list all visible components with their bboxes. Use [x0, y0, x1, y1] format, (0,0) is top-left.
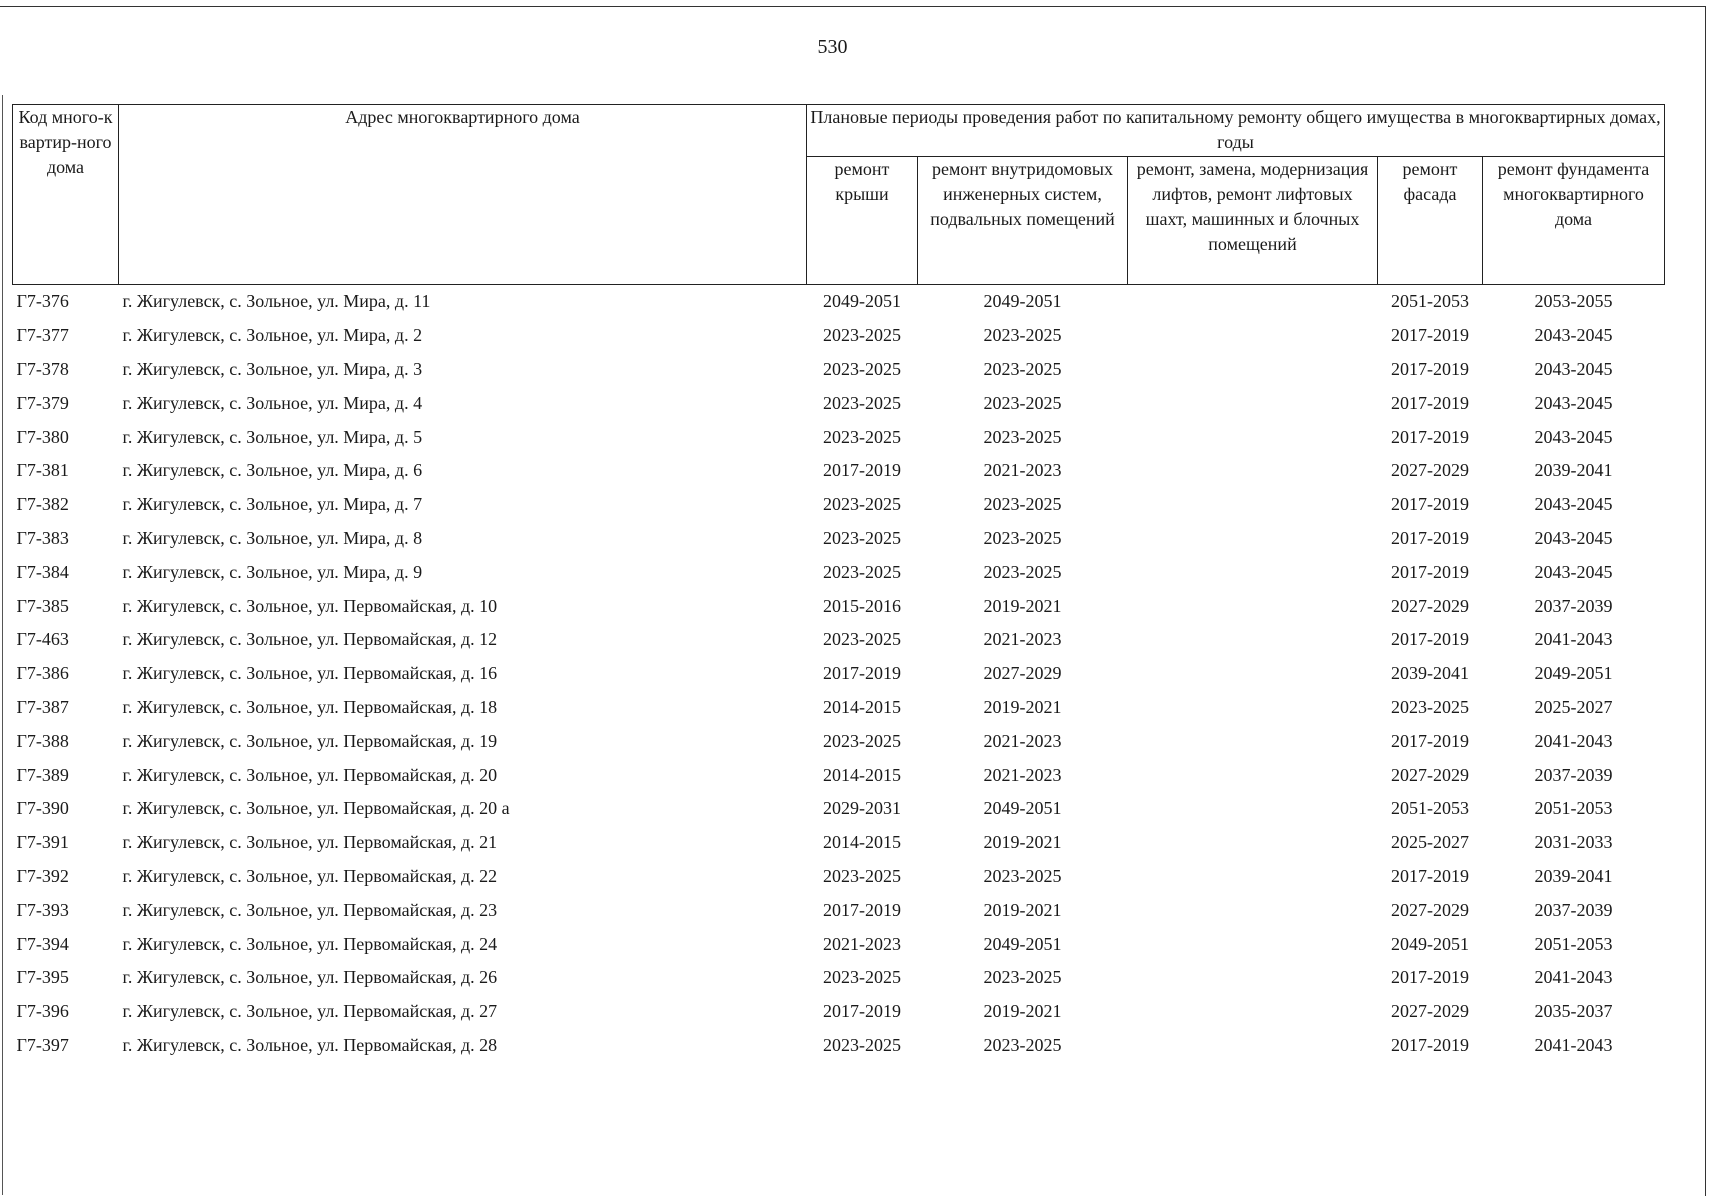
cell-elevators — [1128, 995, 1378, 1029]
cell-roof: 2014-2015 — [823, 764, 901, 785]
cell-elevators — [1128, 826, 1378, 860]
cell-elevators — [1128, 927, 1378, 961]
cell-facade: 2017-2019 — [1391, 358, 1469, 379]
cell-facade: 2017-2019 — [1391, 1034, 1469, 1055]
cell-code: Г7-392 — [16, 865, 69, 886]
cell-code: Г7-383 — [16, 527, 69, 548]
cell-foundation: 2037-2039 — [1534, 764, 1613, 785]
cell-foundation: 2041-2043 — [1534, 1034, 1613, 1055]
cell-facade: 2017-2019 — [1391, 629, 1469, 650]
header-code — [13, 105, 119, 285]
table-row — [13, 893, 1665, 927]
cell-roof: 2021-2023 — [823, 933, 901, 954]
cell-engineering: 2023-2025 — [983, 325, 1062, 346]
cell-code: Г7-390 — [16, 798, 69, 819]
cell-address: г. Жигулевск, с. Зольное, ул. Мира, д. 9 — [122, 561, 423, 582]
cell-code: Г7-384 — [16, 561, 69, 582]
cell-roof: 2017-2019 — [823, 663, 901, 684]
cell-code: Г7-393 — [16, 899, 69, 920]
cell-foundation: 2031-2033 — [1534, 832, 1613, 853]
cell-foundation: 2051-2053 — [1534, 798, 1613, 819]
cell-facade: 2027-2029 — [1391, 1001, 1469, 1022]
cell-engineering: 2021-2023 — [983, 730, 1062, 751]
cell-roof: 2023-2025 — [823, 426, 901, 447]
cell-elevators — [1128, 488, 1378, 522]
cell-code: Г7-382 — [16, 494, 69, 515]
header-row-group — [13, 105, 1665, 157]
cell-facade: 2027-2029 — [1391, 899, 1469, 920]
cell-facade: 2051-2053 — [1391, 291, 1469, 312]
cell-engineering: 2023-2025 — [983, 1034, 1062, 1055]
page-number: 530 — [817, 36, 848, 58]
cell-address: г. Жигулевск, с. Зольное, ул. Первомайская, д. 24 — [122, 933, 498, 954]
header-periods-group — [807, 105, 1665, 157]
cell-engineering: 2023-2025 — [983, 527, 1062, 548]
cell-foundation: 2051-2053 — [1534, 933, 1613, 954]
cell-facade: 2017-2019 — [1391, 325, 1469, 346]
header-facade-label: ремонт фасада — [1402, 159, 1458, 204]
cell-facade: 2017-2019 — [1391, 426, 1469, 447]
cell-foundation: 2043-2045 — [1534, 561, 1613, 582]
cell-engineering: 2023-2025 — [983, 358, 1062, 379]
cell-address: г. Жигулевск, с. Зольное, ул. Мира, д. 8 — [122, 527, 423, 548]
cell-facade: 2023-2025 — [1391, 696, 1469, 717]
cell-roof: 2023-2025 — [823, 325, 901, 346]
cell-code: Г7-376 — [16, 291, 69, 312]
cell-address: г. Жигулевск, с. Зольное, ул. Мира, д. 4 — [122, 392, 423, 413]
header-address-label: Адрес многоквартирного дома — [345, 107, 580, 127]
cell-elevators — [1128, 319, 1378, 353]
cell-roof: 2017-2019 — [823, 899, 901, 920]
cell-roof: 2014-2015 — [823, 832, 901, 853]
table-row — [13, 420, 1665, 454]
cell-address: г. Жигулевск, с. Зольное, ул. Первомайская, д. 22 — [122, 865, 498, 886]
header-roof — [807, 157, 918, 285]
cell-elevators — [1128, 589, 1378, 623]
cell-facade: 2017-2019 — [1391, 967, 1469, 988]
table-row — [13, 657, 1665, 691]
cell-address: г. Жигулевск, с. Зольное, ул. Первомайская, д. 18 — [122, 696, 498, 717]
table-row — [13, 860, 1665, 894]
cell-facade: 2027-2029 — [1391, 595, 1469, 616]
cell-foundation: 2049-2051 — [1534, 663, 1613, 684]
cell-code: Г7-396 — [16, 1001, 69, 1022]
cell-roof: 2015-2016 — [823, 595, 901, 616]
header-periods-group-label: Плановые периоды проведения работ по капитальному ремонту общего имущества в многоквартирных домах, годы — [810, 107, 1661, 152]
scan-border-left — [2, 95, 3, 1195]
header-elevators-label: ремонт, замена, модернизация лифтов, ремонт лифтовых шахт, машинных и блочных помещений — [1136, 159, 1369, 254]
cell-foundation: 2043-2045 — [1534, 392, 1613, 413]
cell-engineering: 2019-2021 — [983, 595, 1062, 616]
cell-code: Г7-385 — [16, 595, 69, 616]
cell-address: г. Жигулевск, с. Зольное, ул. Мира, д. 3 — [122, 358, 423, 379]
table-row — [13, 454, 1665, 488]
cell-roof: 2029-2031 — [823, 798, 901, 819]
cell-facade: 2027-2029 — [1391, 460, 1469, 481]
cell-elevators — [1128, 657, 1378, 691]
cell-code: Г7-381 — [16, 460, 69, 481]
cell-address: г. Жигулевск, с. Зольное, ул. Мира, д. 5 — [122, 426, 423, 447]
cell-elevators — [1128, 555, 1378, 589]
table-row — [13, 724, 1665, 758]
cell-address: г. Жигулевск, с. Зольное, ул. Первомайская, д. 12 — [122, 629, 498, 650]
cell-roof: 2023-2025 — [823, 527, 901, 548]
cell-roof: 2023-2025 — [823, 967, 901, 988]
cell-engineering: 2027-2029 — [983, 663, 1062, 684]
cell-elevators — [1128, 522, 1378, 556]
cell-address: г. Жигулевск, с. Зольное, ул. Первомайская, д. 23 — [122, 899, 498, 920]
cell-facade: 2027-2029 — [1391, 764, 1469, 785]
cell-foundation: 2041-2043 — [1534, 730, 1613, 751]
cell-elevators — [1128, 1029, 1378, 1063]
header-address — [119, 105, 807, 285]
cell-foundation: 2041-2043 — [1534, 629, 1613, 650]
cell-engineering: 2019-2021 — [983, 696, 1062, 717]
cell-foundation: 2035-2037 — [1534, 1001, 1613, 1022]
cell-address: г. Жигулевск, с. Зольное, ул. Мира, д. 2 — [122, 325, 423, 346]
cell-elevators — [1128, 454, 1378, 488]
table-row — [13, 995, 1665, 1029]
cell-facade: 2017-2019 — [1391, 527, 1469, 548]
table-row — [13, 758, 1665, 792]
cell-code: Г7-389 — [16, 764, 69, 785]
table-row — [13, 522, 1665, 556]
cell-address: г. Жигулевск, с. Зольное, ул. Первомайская, д. 20 а — [122, 798, 510, 819]
cell-address: г. Жигулевск, с. Зольное, ул. Мира, д. 7 — [122, 494, 423, 515]
cell-roof: 2017-2019 — [823, 1001, 901, 1022]
cell-foundation: 2043-2045 — [1534, 426, 1613, 447]
cell-roof: 2023-2025 — [823, 358, 901, 379]
cell-facade: 2017-2019 — [1391, 865, 1469, 886]
cell-address: г. Жигулевск, с. Зольное, ул. Первомайская, д. 16 — [122, 663, 498, 684]
cell-code: Г7-378 — [16, 358, 69, 379]
cell-elevators — [1128, 353, 1378, 387]
table-row — [13, 792, 1665, 826]
cell-engineering: 2049-2051 — [983, 291, 1062, 312]
header-facade — [1378, 157, 1483, 285]
cell-foundation: 2053-2055 — [1534, 291, 1613, 312]
cell-facade: 2049-2051 — [1391, 933, 1469, 954]
cell-elevators — [1128, 623, 1378, 657]
cell-roof: 2023-2025 — [823, 730, 901, 751]
table-row — [13, 386, 1665, 420]
cell-facade: 2025-2027 — [1391, 832, 1469, 853]
table-row — [13, 961, 1665, 995]
cell-foundation: 2039-2041 — [1534, 865, 1613, 886]
table-row — [13, 488, 1665, 522]
cell-engineering: 2019-2021 — [983, 1001, 1062, 1022]
header-engineering-label: ремонт внутридомовых инженерных систем, подвальных помещений — [930, 159, 1115, 229]
cell-code: Г7-380 — [16, 426, 69, 447]
cell-code: Г7-386 — [16, 663, 69, 684]
cell-roof: 2023-2025 — [823, 865, 901, 886]
header-foundation-label: ремонт фундамента многоквартирного дома — [1497, 159, 1650, 229]
header-elevators — [1128, 157, 1378, 285]
table-body — [13, 285, 1665, 1063]
table-row — [13, 826, 1665, 860]
cell-address: г. Жигулевск, с. Зольное, ул. Первомайская, д. 26 — [122, 967, 498, 988]
cell-facade: 2017-2019 — [1391, 392, 1469, 413]
cell-engineering: 2049-2051 — [983, 933, 1062, 954]
cell-foundation: 2037-2039 — [1534, 899, 1613, 920]
cell-address: г. Жигулевск, с. Зольное, ул. Первомайская, д. 27 — [122, 1001, 498, 1022]
cell-roof: 2023-2025 — [823, 629, 901, 650]
cell-code: Г7-391 — [16, 832, 69, 853]
header-engineering — [918, 157, 1128, 285]
cell-roof: 2049-2051 — [823, 291, 901, 312]
cell-address: г. Жигулевск, с. Зольное, ул. Мира, д. 6 — [122, 460, 423, 481]
cell-elevators — [1128, 386, 1378, 420]
cell-code: Г7-387 — [16, 696, 69, 717]
cell-elevators — [1128, 792, 1378, 826]
table-row — [13, 927, 1665, 961]
cell-address: г. Жигулевск, с. Зольное, ул. Мира, д. 11 — [122, 291, 431, 312]
cell-foundation: 2037-2039 — [1534, 595, 1613, 616]
cell-address: г. Жигулевск, с. Зольное, ул. Первомайская, д. 21 — [122, 832, 498, 853]
cell-elevators — [1128, 691, 1378, 725]
table-row — [13, 691, 1665, 725]
header-code-label: Код много-квартир-ного дома — [18, 107, 113, 177]
cell-facade: 2039-2041 — [1391, 663, 1469, 684]
cell-engineering: 2023-2025 — [983, 426, 1062, 447]
cell-roof: 2014-2015 — [823, 696, 901, 717]
table-row — [13, 353, 1665, 387]
cell-engineering: 2021-2023 — [983, 460, 1062, 481]
cell-roof: 2023-2025 — [823, 561, 901, 582]
table-row — [13, 623, 1665, 657]
table-header — [13, 105, 1665, 285]
table-row — [13, 285, 1665, 319]
cell-facade: 2017-2019 — [1391, 730, 1469, 751]
cell-code: Г7-379 — [16, 392, 69, 413]
cell-engineering: 2023-2025 — [983, 392, 1062, 413]
header-roof-label: ремонт крыши — [834, 159, 890, 204]
scan-border-right — [1705, 6, 1706, 1196]
cell-foundation: 2043-2045 — [1534, 494, 1613, 515]
cell-engineering: 2019-2021 — [983, 899, 1062, 920]
cell-foundation: 2041-2043 — [1534, 967, 1613, 988]
cell-roof: 2023-2025 — [823, 494, 901, 515]
cell-elevators — [1128, 420, 1378, 454]
cell-facade: 2051-2053 — [1391, 798, 1469, 819]
header-foundation — [1483, 157, 1665, 285]
cell-elevators — [1128, 285, 1378, 319]
cell-engineering: 2049-2051 — [983, 798, 1062, 819]
table-row — [13, 1029, 1665, 1063]
cell-facade: 2017-2019 — [1391, 494, 1469, 515]
cell-engineering: 2021-2023 — [983, 629, 1062, 650]
cell-address: г. Жигулевск, с. Зольное, ул. Первомайская, д. 19 — [122, 730, 498, 751]
cell-code: Г7-394 — [16, 933, 69, 954]
cell-engineering: 2023-2025 — [983, 561, 1062, 582]
cell-roof: 2017-2019 — [823, 460, 901, 481]
cell-engineering: 2019-2021 — [983, 832, 1062, 853]
cell-elevators — [1128, 961, 1378, 995]
cell-elevators — [1128, 893, 1378, 927]
cell-code: Г7-395 — [16, 967, 69, 988]
cell-foundation: 2043-2045 — [1534, 325, 1613, 346]
table-row — [13, 589, 1665, 623]
cell-code: Г7-397 — [16, 1034, 69, 1055]
table-row — [13, 319, 1665, 353]
cell-elevators — [1128, 724, 1378, 758]
cell-foundation: 2039-2041 — [1534, 460, 1613, 481]
cell-elevators — [1128, 758, 1378, 792]
cell-engineering: 2023-2025 — [983, 967, 1062, 988]
cell-roof: 2023-2025 — [823, 392, 901, 413]
cell-code: Г7-377 — [16, 325, 69, 346]
cell-roof: 2023-2025 — [823, 1034, 901, 1055]
capital-repair-table — [12, 104, 1665, 1062]
scan-border-top — [0, 6, 1705, 7]
cell-address: г. Жигулевск, с. Зольное, ул. Первомайская, д. 10 — [122, 595, 498, 616]
cell-foundation: 2025-2027 — [1534, 696, 1613, 717]
cell-engineering: 2023-2025 — [983, 494, 1062, 515]
cell-facade: 2017-2019 — [1391, 561, 1469, 582]
cell-engineering: 2023-2025 — [983, 865, 1062, 886]
cell-foundation: 2043-2045 — [1534, 358, 1613, 379]
cell-engineering: 2021-2023 — [983, 764, 1062, 785]
cell-code: Г7-463 — [16, 629, 69, 650]
cell-elevators — [1128, 860, 1378, 894]
cell-foundation: 2043-2045 — [1534, 527, 1613, 548]
cell-code: Г7-388 — [16, 730, 69, 751]
table-row — [13, 555, 1665, 589]
cell-address: г. Жигулевск, с. Зольное, ул. Первомайская, д. 20 — [122, 764, 498, 785]
cell-address: г. Жигулевск, с. Зольное, ул. Первомайская, д. 28 — [122, 1034, 498, 1055]
